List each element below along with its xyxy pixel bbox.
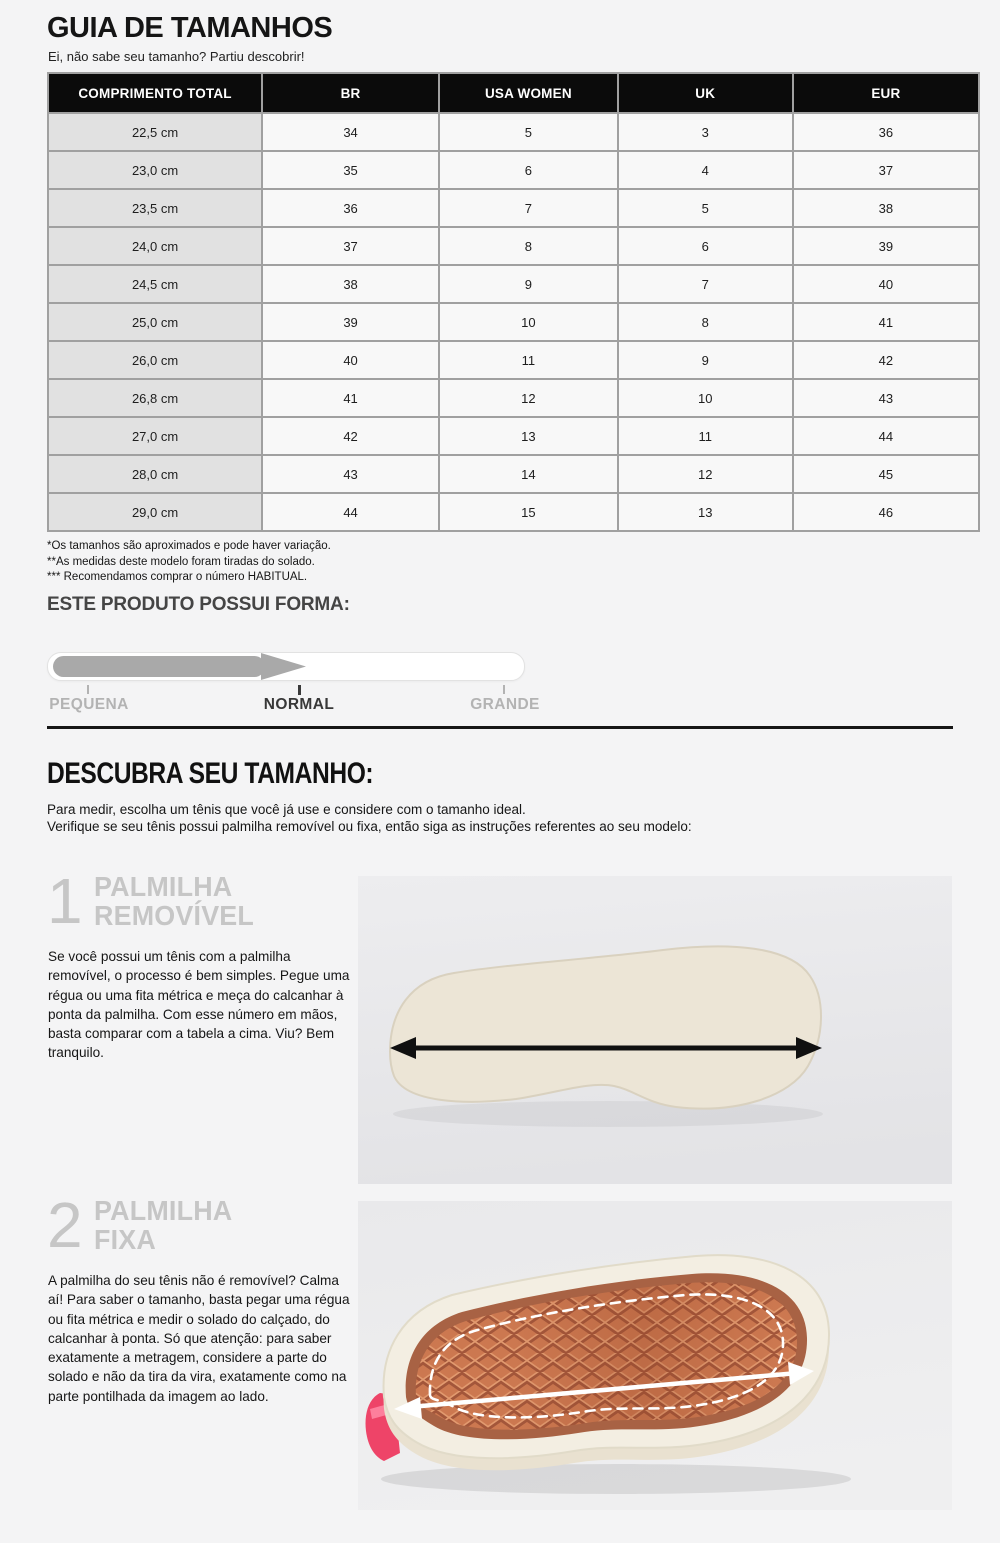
size-cell: 41: [262, 379, 439, 417]
discover-heading: DESCUBRA SEU TAMANHO:: [47, 757, 374, 790]
section-title-line: REMOVÍVEL: [93, 900, 254, 931]
footnote: *** Recomendamos comprar o número HABITUAL.: [47, 571, 308, 583]
table-row: [48, 417, 979, 455]
gauge-tick-normal: [298, 685, 301, 695]
insole-photo: [358, 876, 952, 1184]
size-cell: 8: [618, 303, 793, 341]
column-header: USA WOMEN: [439, 73, 618, 113]
length-cell: 26,0 cm: [48, 341, 262, 379]
size-cell: 37: [262, 227, 439, 265]
page-subtitle: Ei, não sabe seu tamanho? Partiu descobrir!: [48, 49, 305, 64]
length-cell: 24,5 cm: [48, 265, 262, 303]
size-cell: 11: [618, 417, 793, 455]
section-title-line: PALMILHA: [93, 1195, 232, 1226]
size-cell: 34: [262, 113, 439, 151]
page-header: [47, 12, 332, 64]
size-cell: 46: [793, 493, 979, 531]
table-footnotes: [47, 539, 331, 586]
section-title-line: FIXA: [93, 1224, 156, 1255]
section-heading: [47, 1189, 355, 1261]
length-cell: 28,0 cm: [48, 455, 262, 493]
length-cell: 29,0 cm: [48, 493, 262, 531]
section-body: Se você possui um tênis com a palmilha removível, o processo é bem simples. Pegue uma régua ou uma fita métrica e meça do calcanhar à ponta da palmilha. Com esse número em mãos, basta comparar com a tabela a cima. Viu? Bem tranquilo.: [48, 949, 350, 1061]
size-cell: 39: [262, 303, 439, 341]
gauge-label-grande: GRANDE: [470, 696, 540, 713]
shape-arrow-icon: [48, 653, 524, 680]
section-title: [94, 872, 254, 930]
size-table: [47, 72, 980, 532]
section-heading: [47, 865, 355, 937]
length-cell: 24,0 cm: [48, 227, 262, 265]
size-cell: 45: [793, 455, 979, 493]
table-row: [48, 455, 979, 493]
shape-gauge-track: [47, 652, 525, 681]
size-cell: 3: [618, 113, 793, 151]
column-header: COMPRIMENTO TOTAL: [48, 73, 262, 113]
shape-gauge: [47, 652, 540, 716]
discover-section: [47, 757, 980, 835]
column-header: UK: [618, 73, 793, 113]
table-row: [48, 493, 979, 531]
size-cell: 40: [262, 341, 439, 379]
gauge-label-pequena: PEQUENA: [49, 696, 129, 713]
gauge-tick-pequena: [87, 685, 89, 694]
size-cell: 10: [439, 303, 618, 341]
table-row: [48, 265, 979, 303]
size-cell: 44: [262, 493, 439, 531]
section-removable-insole: [47, 865, 355, 1063]
size-cell: 4: [618, 151, 793, 189]
table-row: [48, 227, 979, 265]
column-header: EUR: [793, 73, 979, 113]
outsole-illustration: [358, 1201, 952, 1510]
size-cell: 6: [439, 151, 618, 189]
table-row: [48, 151, 979, 189]
length-cell: 25,0 cm: [48, 303, 262, 341]
page-title: GUIA DE TAMANHOS: [47, 12, 333, 44]
size-cell: 8: [439, 227, 618, 265]
section-number: 1: [47, 865, 81, 937]
size-cell: 15: [439, 493, 618, 531]
section-number: 2: [47, 1189, 81, 1261]
size-cell: 9: [618, 341, 793, 379]
section-title: [94, 1196, 232, 1254]
section-divider: [47, 726, 953, 729]
size-cell: 43: [262, 455, 439, 493]
length-cell: 23,0 cm: [48, 151, 262, 189]
size-cell: 12: [618, 455, 793, 493]
size-cell: 42: [793, 341, 979, 379]
section-body: A palmilha do seu tênis não é removível? Calma aí! Para saber o tamanho, basta pegar uma régua ou fita métrica e medir o solado do calçado, do calcanhar à ponta. Só que atenção: para saber exatamente a metragem, considere a parte do solado e não da tira da vira, exatamente como na parte pontilhada da imagem ao lado.: [48, 1273, 350, 1404]
size-cell: 36: [262, 189, 439, 227]
size-cell: 7: [618, 265, 793, 303]
table-row: [48, 113, 979, 151]
section-title-line: PALMILHA: [93, 871, 232, 902]
size-cell: 11: [439, 341, 618, 379]
length-cell: 23,5 cm: [48, 189, 262, 227]
size-cell: 6: [618, 227, 793, 265]
insole-illustration: [358, 876, 952, 1184]
size-cell: 9: [439, 265, 618, 303]
size-cell: 13: [618, 493, 793, 531]
column-header: BR: [262, 73, 439, 113]
size-cell: 35: [262, 151, 439, 189]
gauge-tick-grande: [503, 685, 505, 694]
size-cell: 13: [439, 417, 618, 455]
discover-intro-line: Verifique se seu tênis possui palmilha removível ou fixa, então siga as instruções referentes ao seu modelo:: [47, 818, 692, 834]
size-cell: 40: [793, 265, 979, 303]
table-row: [48, 303, 979, 341]
size-cell: 38: [793, 189, 979, 227]
size-cell: 42: [262, 417, 439, 455]
size-cell: 10: [618, 379, 793, 417]
size-cell: 14: [439, 455, 618, 493]
size-cell: 12: [439, 379, 618, 417]
size-cell: 5: [439, 113, 618, 151]
discover-intro-line: Para medir, escolha um tênis que você já use e considere com o tamanho ideal.: [47, 802, 526, 817]
size-cell: 41: [793, 303, 979, 341]
footnote: *Os tamanhos são aproximados e pode haver variação.: [47, 540, 331, 552]
size-cell: 44: [793, 417, 979, 455]
table-row: [48, 189, 979, 227]
table-header-row: [48, 73, 979, 113]
table-row: [48, 379, 979, 417]
size-cell: 39: [793, 227, 979, 265]
length-cell: 22,5 cm: [48, 113, 262, 151]
shape-section-heading: ESTE PRODUTO POSSUI FORMA:: [47, 594, 350, 615]
size-cell: 43: [793, 379, 979, 417]
size-cell: 36: [793, 113, 979, 151]
length-cell: 26,8 cm: [48, 379, 262, 417]
outsole-photo: [358, 1201, 952, 1510]
section-fixed-insole: [47, 1189, 355, 1406]
size-cell: 5: [618, 189, 793, 227]
gauge-label-normal: NORMAL: [263, 696, 335, 713]
length-cell: 27,0 cm: [48, 417, 262, 455]
footnote: **As medidas deste modelo foram tiradas do solado.: [47, 555, 315, 568]
size-cell: 38: [262, 265, 439, 303]
table-row: [48, 341, 979, 379]
size-cell: 7: [439, 189, 618, 227]
size-cell: 37: [793, 151, 979, 189]
